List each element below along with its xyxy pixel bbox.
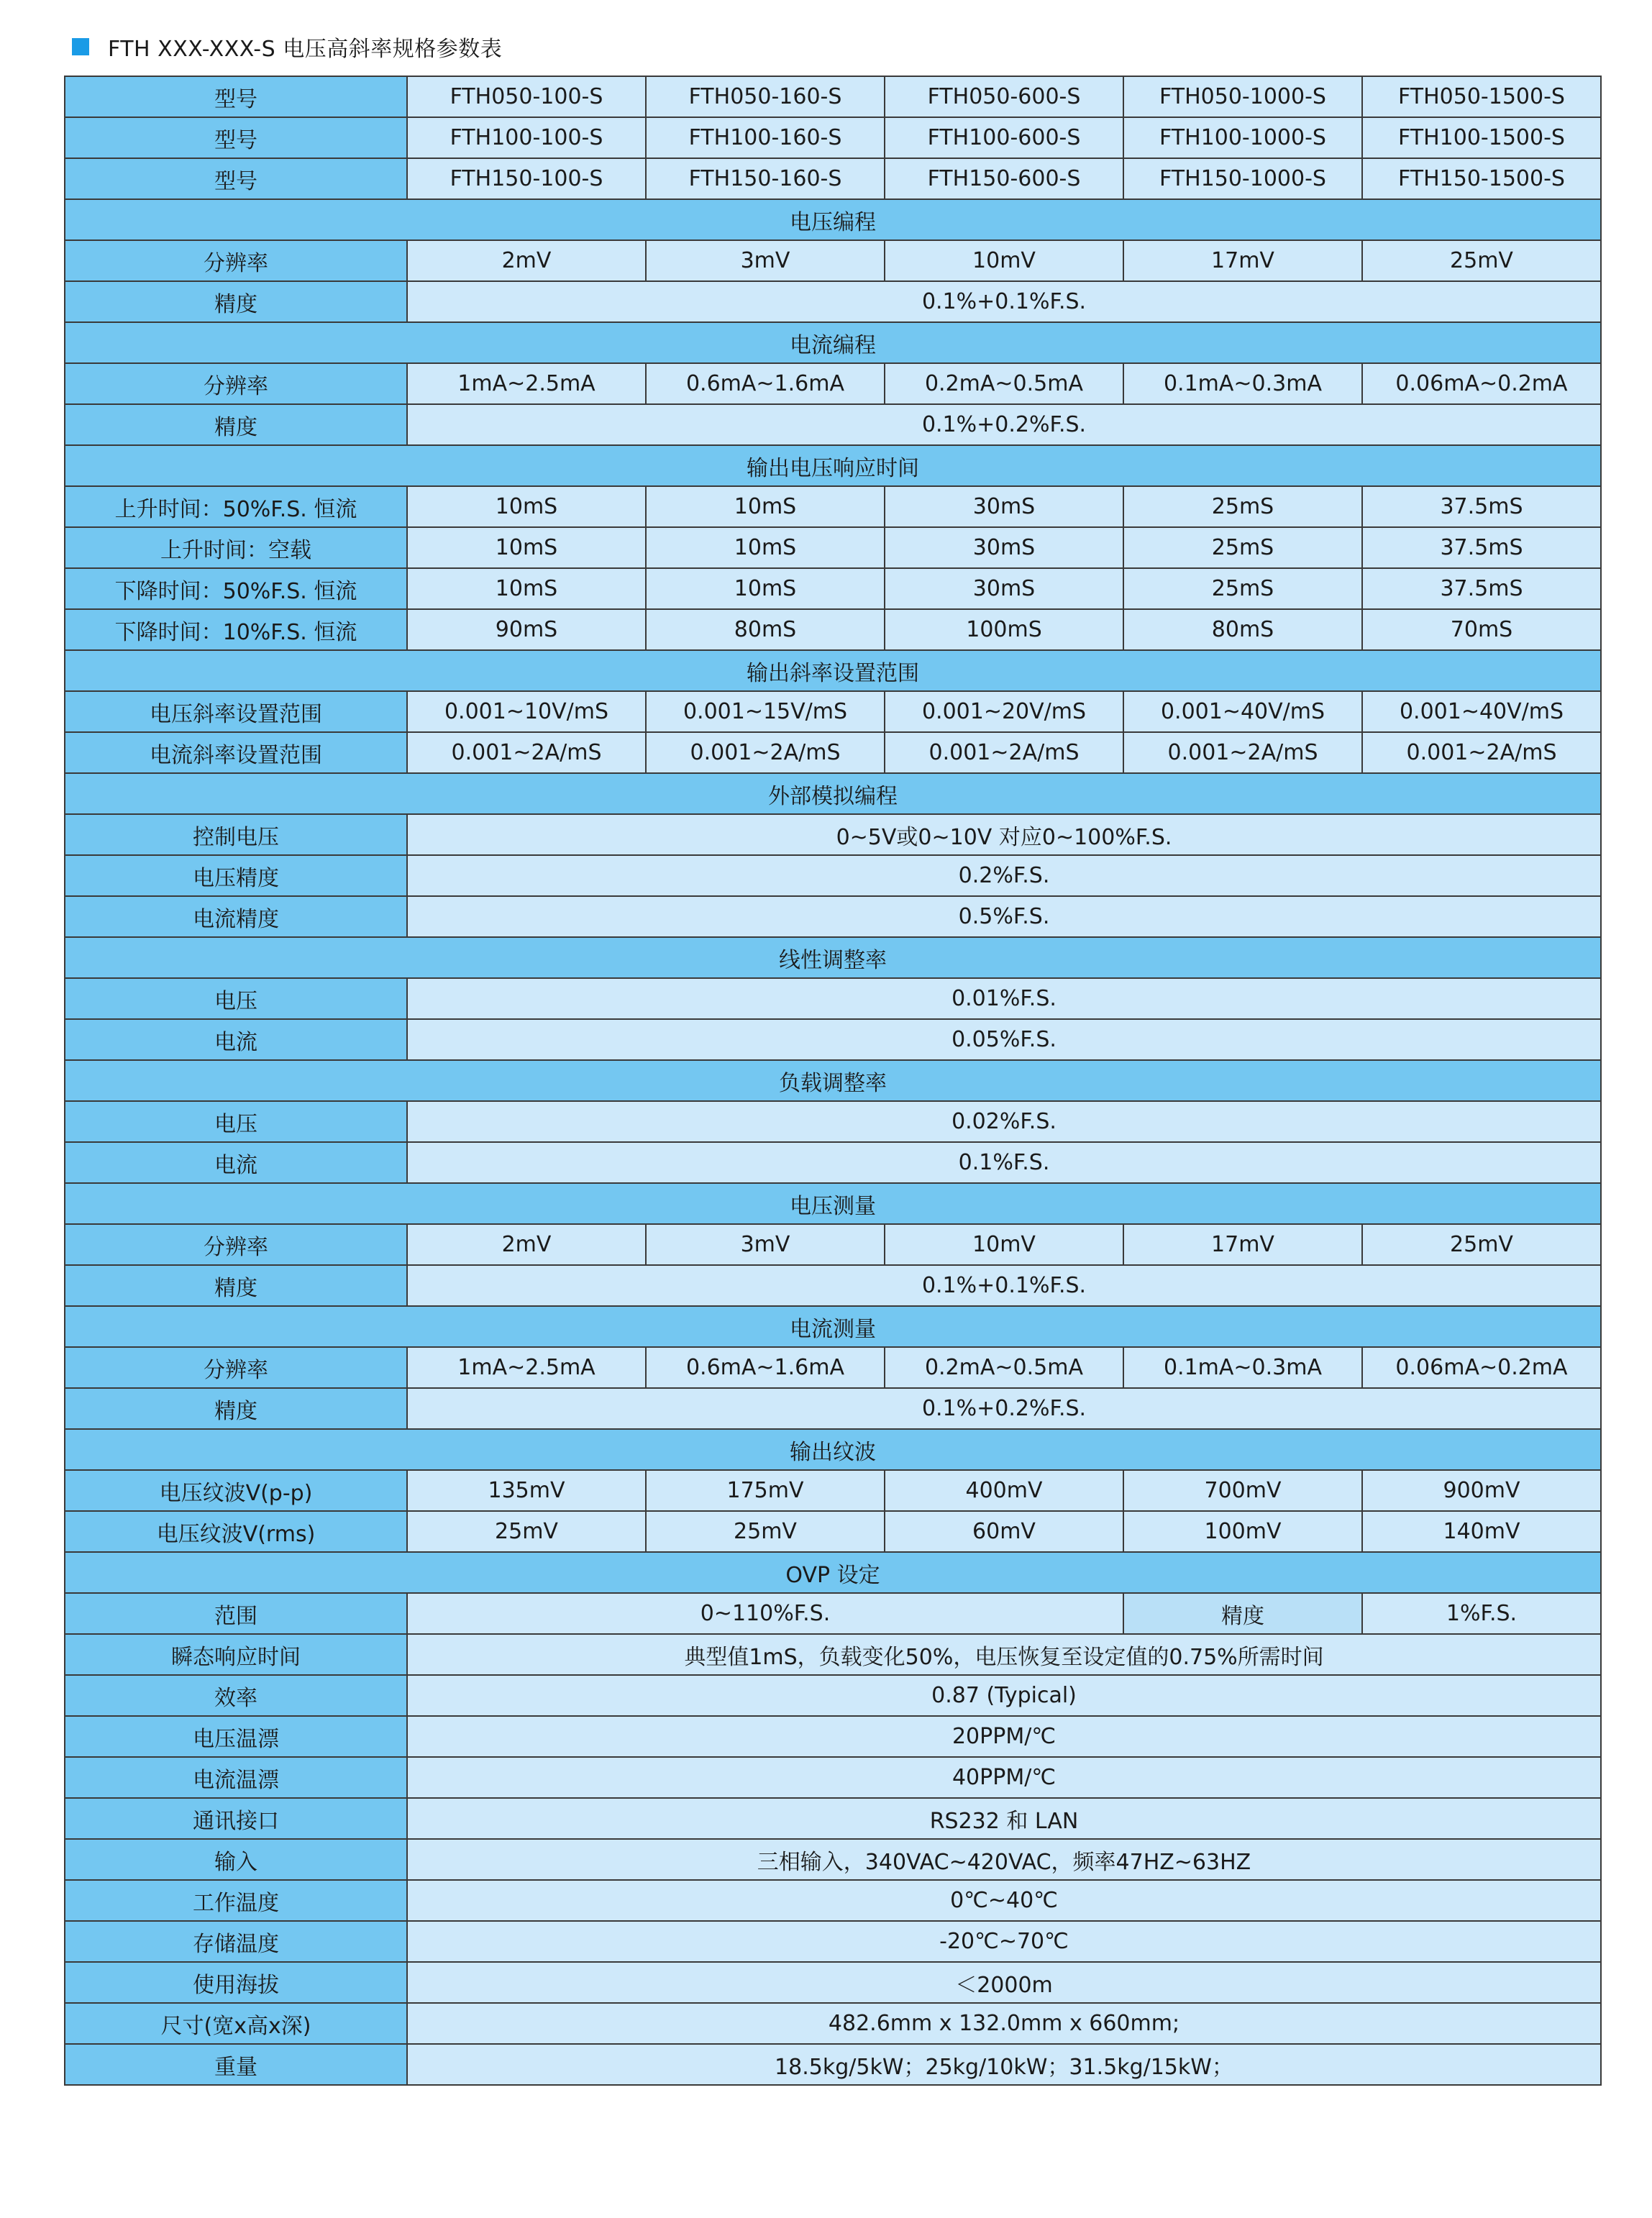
spec-table-body [65,76,1601,2085]
value-cell: 10mS [407,568,646,609]
section-header [65,199,1601,240]
table-row [65,1101,1601,1142]
value-cell: 0.2mA~0.5mA [885,1347,1123,1388]
row-label: 型号 [65,158,407,199]
row-label: 存储温度 [65,1921,407,1962]
value-cell-merged: 0.01%F.S. [407,978,1601,1019]
value-cell: 0.06mA~0.2mA [1362,1347,1601,1388]
section-title: 电压测量 [790,1193,876,1219]
table-row [65,1757,1601,1798]
table-row [65,1716,1601,1757]
value-cell: 25mV [407,1511,646,1552]
title-marker-square [72,38,89,55]
value-cell-merged: RS232 和 LAN [407,1798,1601,1839]
value-cell: 0.001~10V/mS [407,691,646,732]
section-title: 负载调整率 [779,1070,887,1096]
section-row [65,445,1601,486]
row-label: 精度 [65,281,407,322]
table-row [65,2003,1601,2044]
value-cell: 1mA~2.5mA [407,363,646,404]
row-label: 电压精度 [65,855,407,896]
row-label: 电流温漂 [65,1757,407,1798]
section-row [65,937,1601,978]
row-label: 电流斜率设置范围 [65,732,407,773]
page-header [72,29,502,65]
value-cell: 30mS [885,568,1123,609]
section-title: 线性调整率 [779,947,887,973]
row-label: 分辨率 [65,363,407,404]
table-row [65,896,1601,937]
value-cell-merged: 0.1%+0.2%F.S. [407,404,1601,445]
spec-table [64,76,1602,2086]
value-cell-merged: 0~5V或0~10V 对应0~100%F.S. [407,814,1601,855]
value-cell: 10mV [885,240,1123,281]
row-label: 上升时间：空载 [65,527,407,568]
value-cell: 37.5mS [1362,527,1601,568]
value-cell: FTH100-100-S [407,117,646,158]
value-cell-merged: 典型值1mS，负载变化50%，电压恢复至设定值的0.75%所需时间 [407,1634,1601,1675]
section-title: 输出纹波 [790,1439,876,1465]
row-label: 电流 [65,1019,407,1060]
table-row [65,978,1601,1019]
row-label: 电流精度 [65,896,407,937]
section-header [65,1306,1601,1347]
value-cell: FTH050-1000-S [1123,76,1362,117]
table-row [65,2044,1601,2085]
table-row [65,76,1601,117]
row-label: 效率 [65,1675,407,1716]
value-cell: FTH150-1500-S [1362,158,1601,199]
value-cell: 2mV [407,1224,646,1265]
value-cell: 10mS [646,486,885,527]
row-label: 型号 [65,76,407,117]
table-row [65,527,1601,568]
value-cell-merged: ＜2000m [407,1962,1601,2003]
value-cell: 0.001~40V/mS [1362,691,1601,732]
row-label: 电压 [65,978,407,1019]
table-row [65,158,1601,199]
section-title: OVP 设定 [785,1562,880,1588]
row-label: 分辨率 [65,1224,407,1265]
value-cell: 0.001~2A/mS [1123,732,1362,773]
value-cell: 100mV [1123,1511,1362,1552]
table-row [65,240,1601,281]
value-cell: 0.1mA~0.3mA [1123,363,1362,404]
value-cell: FTH050-1500-S [1362,76,1601,117]
ovp-range-value: 0~110%F.S. [407,1593,1123,1634]
value-cell: 25mV [1362,1224,1601,1265]
row-label: 电压温漂 [65,1716,407,1757]
table-row [65,1347,1601,1388]
table-row [65,691,1601,732]
section-title: 输出电压响应时间 [747,455,919,481]
value-cell: 0.001~15V/mS [646,691,885,732]
value-cell: 30mS [885,527,1123,568]
value-cell: 17mV [1123,1224,1362,1265]
row-label: 电压斜率设置范围 [65,691,407,732]
value-cell: 0.6mA~1.6mA [646,363,885,404]
ovp-accuracy-value: 1%F.S. [1362,1593,1601,1634]
value-cell: 135mV [407,1470,646,1511]
table-row [65,568,1601,609]
row-label: 精度 [65,1388,407,1429]
value-cell-merged: 0.1%+0.1%F.S. [407,281,1601,322]
row-label: 电压 [65,1101,407,1142]
value-cell: 0.06mA~0.2mA [1362,363,1601,404]
value-cell-merged: 20PPM/℃ [407,1716,1601,1757]
section-row [65,1552,1601,1593]
row-label: 分辨率 [65,1347,407,1388]
section-row [65,199,1601,240]
value-cell-merged: -20℃~70℃ [407,1921,1601,1962]
value-cell: FTH050-160-S [646,76,885,117]
value-cell-merged: 0.2%F.S. [407,855,1601,896]
row-label: 输入 [65,1839,407,1880]
value-cell: 2mV [407,240,646,281]
row-label: 尺寸(宽x高x深) [65,2003,407,2044]
value-cell: 0.001~2A/mS [407,732,646,773]
value-cell: 100mS [885,609,1123,650]
value-cell-merged: 三相输入，340VAC~420VAC，频率47HZ~63HZ [407,1839,1601,1880]
section-row [65,1429,1601,1470]
value-cell: 175mV [646,1470,885,1511]
page-title: FTH XXX-XXX-S 电压高斜率规格参数表 [108,37,503,62]
value-cell: 0.1mA~0.3mA [1123,1347,1362,1388]
table-row [65,1839,1601,1880]
table-row [65,404,1601,445]
section-title: 电流测量 [790,1316,876,1342]
table-row [65,732,1601,773]
value-cell-merged: 482.6mm x 132.0mm x 660mm; [407,2003,1601,2044]
row-label: 分辨率 [65,240,407,281]
value-cell: 10mS [407,527,646,568]
table-row [65,363,1601,404]
value-cell: 140mV [1362,1511,1601,1552]
table-row [65,117,1601,158]
value-cell: 0.2mA~0.5mA [885,363,1123,404]
value-cell: 1mA~2.5mA [407,1347,646,1388]
value-cell: 70mS [1362,609,1601,650]
value-cell: 3mV [646,1224,885,1265]
table-row [65,609,1601,650]
table-row [65,1880,1601,1921]
value-cell: 0.6mA~1.6mA [646,1347,885,1388]
value-cell: 30mS [885,486,1123,527]
table-row [65,1019,1601,1060]
row-label: 型号 [65,117,407,158]
section-header [65,1183,1601,1224]
value-cell-merged: 40PPM/℃ [407,1757,1601,1798]
ovp-accuracy-label: 精度 [1123,1593,1362,1634]
value-cell: 0.001~2A/mS [1362,732,1601,773]
table-row [65,1388,1601,1429]
value-cell: FTH150-1000-S [1123,158,1362,199]
value-cell: 10mV [885,1224,1123,1265]
value-cell: 80mS [1123,609,1362,650]
value-cell-merged: 0.05%F.S. [407,1019,1601,1060]
value-cell: FTH150-600-S [885,158,1123,199]
value-cell-merged: 0.5%F.S. [407,896,1601,937]
row-label: 精度 [65,404,407,445]
section-row [65,650,1601,691]
value-cell-merged: 0.87 (Typical) [407,1675,1601,1716]
section-header [65,773,1601,814]
value-cell: 10mS [407,486,646,527]
value-cell: 700mV [1123,1470,1362,1511]
section-title: 电流编程 [790,332,876,358]
value-cell: FTH150-100-S [407,158,646,199]
row-label: 电压纹波V(p-p) [65,1470,407,1511]
row-label: 上升时间：50%F.S. 恒流 [65,486,407,527]
section-header [65,1552,1601,1593]
table-row [65,1798,1601,1839]
section-header [65,1429,1601,1470]
table-row [65,1470,1601,1511]
section-header [65,1060,1601,1101]
row-label: 下降时间：10%F.S. 恒流 [65,609,407,650]
section-row [65,1060,1601,1101]
table-row [65,1511,1601,1552]
section-header [65,322,1601,363]
value-cell: 400mV [885,1470,1123,1511]
section-title: 外部模拟编程 [768,783,898,809]
table-row [65,1921,1601,1962]
value-cell-merged: 0.1%+0.1%F.S. [407,1265,1601,1306]
value-cell: 25mS [1123,568,1362,609]
row-label: 使用海拔 [65,1962,407,2003]
row-label: 精度 [65,1265,407,1306]
value-cell: 37.5mS [1362,568,1601,609]
section-row [65,1306,1601,1347]
value-cell: 900mV [1362,1470,1601,1511]
value-cell: 60mV [885,1511,1123,1552]
section-header [65,445,1601,486]
section-row [65,1183,1601,1224]
value-cell: 0.001~40V/mS [1123,691,1362,732]
value-cell-merged: 0℃~40℃ [407,1880,1601,1921]
value-cell: FTH050-100-S [407,76,646,117]
table-row [65,1634,1601,1675]
value-cell: 10mS [646,527,885,568]
section-header [65,937,1601,978]
value-cell: 37.5mS [1362,486,1601,527]
row-label: 下降时间：50%F.S. 恒流 [65,568,407,609]
value-cell: 25mS [1123,486,1362,527]
value-cell-merged: 0.1%+0.2%F.S. [407,1388,1601,1429]
table-row [65,855,1601,896]
section-title: 输出斜率设置范围 [747,660,919,686]
section-row [65,322,1601,363]
table-row [65,1224,1601,1265]
row-label: 电流 [65,1142,407,1183]
value-cell: 10mS [646,568,885,609]
value-cell: 17mV [1123,240,1362,281]
row-label: 电压纹波V(rms) [65,1511,407,1552]
value-cell: FTH100-600-S [885,117,1123,158]
value-cell: 25mS [1123,527,1362,568]
row-label: 控制电压 [65,814,407,855]
value-cell: FTH100-160-S [646,117,885,158]
value-cell: 3mV [646,240,885,281]
section-row [65,773,1601,814]
row-label: 瞬态响应时间 [65,1634,407,1675]
value-cell: 0.001~2A/mS [646,732,885,773]
table-row [65,1593,1601,1634]
row-label: 范围 [65,1593,407,1634]
row-label: 工作温度 [65,1880,407,1921]
row-label: 重量 [65,2044,407,2085]
table-row [65,1142,1601,1183]
value-cell-merged: 18.5kg/5kW；25kg/10kW；31.5kg/15kW； [407,2044,1601,2085]
value-cell-merged: 0.02%F.S. [407,1101,1601,1142]
value-cell: 25mV [1362,240,1601,281]
value-cell: 80mS [646,609,885,650]
value-cell: 0.001~20V/mS [885,691,1123,732]
value-cell: 0.001~2A/mS [885,732,1123,773]
value-cell: FTH100-1500-S [1362,117,1601,158]
table-row [65,486,1601,527]
value-cell-merged: 0.1%F.S. [407,1142,1601,1183]
table-row [65,1962,1601,2003]
value-cell: 25mV [646,1511,885,1552]
table-row [65,1265,1601,1306]
section-title: 电压编程 [790,209,876,235]
section-header [65,650,1601,691]
value-cell: FTH050-600-S [885,76,1123,117]
table-row [65,1675,1601,1716]
table-row [65,814,1601,855]
value-cell: FTH100-1000-S [1123,117,1362,158]
table-row [65,281,1601,322]
value-cell: FTH150-160-S [646,158,885,199]
value-cell: 90mS [407,609,646,650]
row-label: 通讯接口 [65,1798,407,1839]
